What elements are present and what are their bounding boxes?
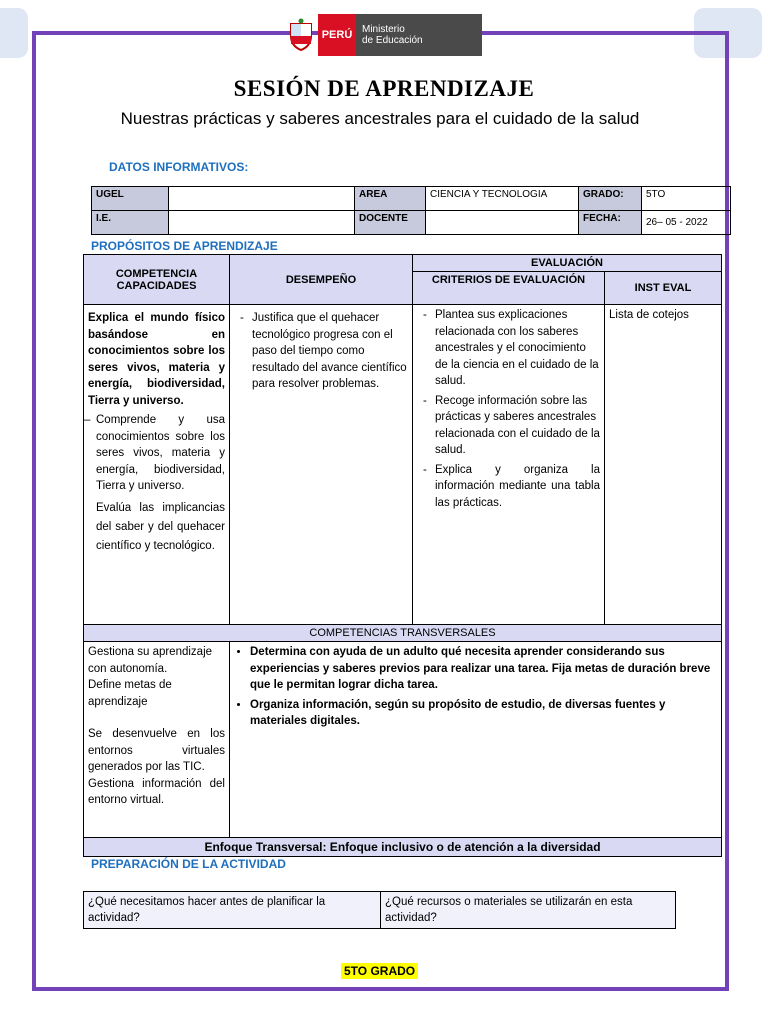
capacidad-1-text: Comprende y usa conocimientos sobre los seres vivos, materia y energía, biodiversidad, Tierra y universo. [96,414,225,492]
datos-table [91,186,731,235]
criterio-3: - Explica y organiza la información mediante una tabla las prácticas. [435,462,600,512]
preparacion-table [83,891,676,929]
ie-label: I.E. [92,211,169,235]
propositos-table [83,254,722,857]
ministry-line-1: Ministerio [362,24,405,35]
criterio-1: - Plantea sus explicaciones relacionada con los saberes ancestrales y el conocimiento de la ciencia en el cuidado de la salud. [435,307,600,390]
col-desempeno: DESEMPEÑO [230,255,413,305]
grado-label: GRADO: [579,187,642,211]
transversal-bullet-1: • Determina con ayuda de un adulto qué necesita aprender considerando sus experiencias y saberes previos para realizar una tarea. Fija metas de duración breve que le permitan lograr dicha tarea. [250,644,717,694]
docente-label: DOCENTE [355,211,426,235]
ugel-value [169,187,355,211]
criterios-cell [413,305,605,625]
transversal-entornos: Se desenvuelve en los entornos virtuales generados por las TIC. [88,728,225,773]
col-inst-eval: INST EVAL [605,272,722,305]
competencia-text: Explica el mundo físico basándose en conocimientos sobre los seres vivos, materia y energía, biodiversidad, Tierra y universo. [88,312,225,407]
criterio-2: - Recoge información sobre las prácticas y saberes ancestrales relacionada con el cuidado de la salud. [435,393,600,459]
page-subtitle: Nuestras prácticas y saberes ancestrales para el cuidado de la salud [120,109,640,128]
fecha-value: 26– 05 - 2022 [642,211,731,235]
peru-label: PERÚ [318,14,356,56]
transversales-heading: COMPETENCIAS TRANSVERSALES [84,625,722,642]
propositos-heading: PROPÓSITOS DE APRENDIZAJE [91,239,278,253]
col-evaluacion: EVALUACIÓN [413,255,722,272]
area-label: AREA [355,187,426,211]
competencia-cell [84,305,230,625]
desempeno-text: - Justifica que el quehacer tecnológico progresa con el paso del tiempo como resultado del avance científico para resolver problemas. [252,310,408,393]
capacidad-2-text: Evalúa las implicancias del saber y del quehacer científico y tecnológico. [96,501,225,552]
datos-heading: DATOS INFORMATIVOS: [109,160,249,174]
capacidad-1: – Comprende y usa conocimientos sobre los seres vivos, materia y energía, biodiversidad, Tierra y universo. [84,414,225,492]
col-criterios: CRITERIOS DE EVALUACIÓN [413,272,605,305]
desempeno-cell [230,305,413,625]
grado-value: 5TO [642,187,731,211]
coat-of-arms-icon [284,14,318,56]
ministry-label [356,14,482,56]
docente-value [426,211,579,235]
transversales-right [230,642,722,838]
question-resources: ¿Qué recursos o materiales se utilizarán en esta actividad? [381,892,676,929]
question-before-planning: ¿Qué necesitamos hacer antes de planificar la actividad? [84,892,381,929]
transversal-bullet-2: • Organiza información, según su propósito de estudio, de diversas fuentes y materiales digitales. [250,697,717,730]
fecha-label: FECHA: [579,211,642,235]
ministry-line-2: de Educación [362,35,423,46]
transversal-metas: Define metas de aprendizaje [88,679,172,708]
instrumento-cell: Lista de cotejos [605,305,722,625]
transversal-informacion: Gestiona información del entorno virtual. [88,777,225,806]
area-value: CIENCIA Y TECNOLOGIA [426,187,579,211]
ie-value [169,211,355,235]
ugel-label: UGEL [92,187,169,211]
col-competencia: COMPETENCIA CAPACIDADES [84,255,230,305]
transversales-left [84,642,230,838]
enfoque-transversal: Enfoque Transversal: Enfoque inclusivo o de atención a la diversidad [84,838,722,857]
transversal-gestiona: Gestiona su aprendizaje con autonomía. [88,646,213,675]
preparacion-heading: PREPARACIÓN DE LA ACTIVIDAD [91,857,286,871]
grade-footer: 5TO GRADO [341,963,418,979]
decorative-corner-left [0,8,28,58]
minedu-logo [284,14,482,56]
page-title: SESIÓN DE APRENDIZAJE [233,76,535,101]
